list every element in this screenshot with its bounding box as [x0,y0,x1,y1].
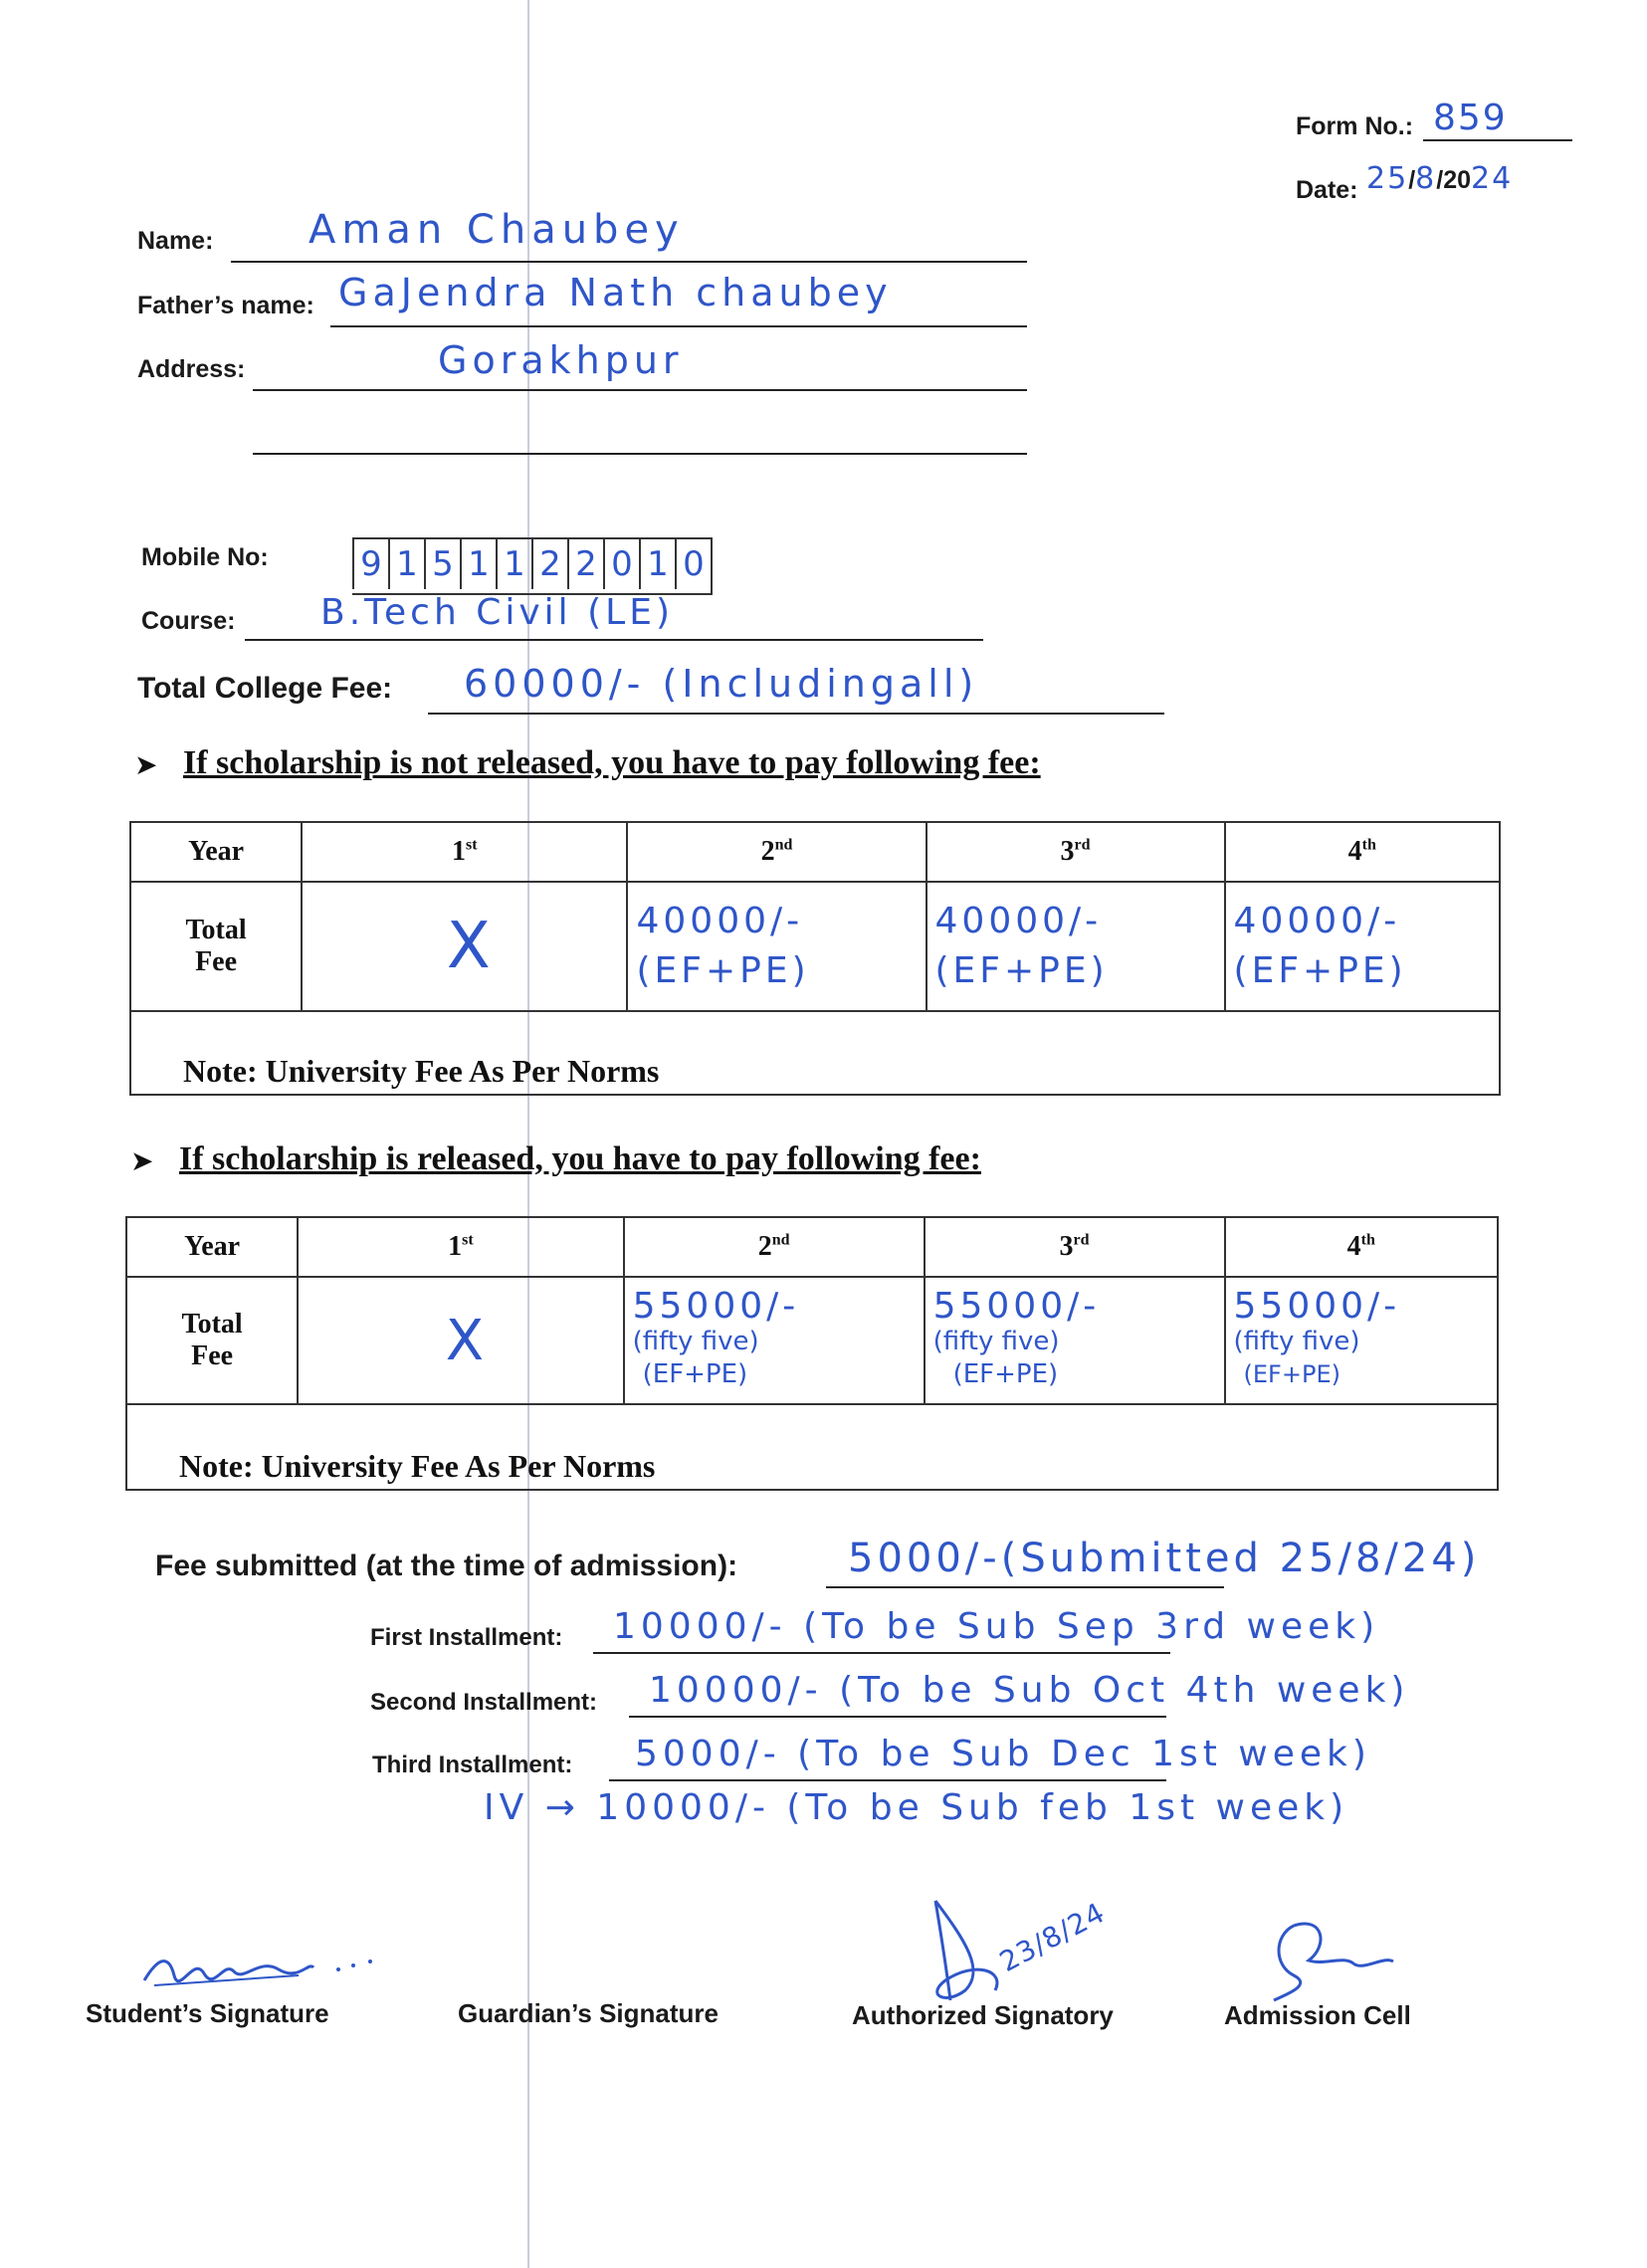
form-no-underline [1423,139,1572,141]
mobile-digit: 1 [460,539,496,589]
fourth-installment-value: IV → 10000/- (To be Sub feb 1st week) [484,1787,1349,1828]
fee-table-scholarship [125,1216,1499,1491]
first-installment-label: First Installment: [370,1624,563,1651]
address-value: Gorakhpur [438,338,684,382]
mobile-digit: 2 [567,539,603,589]
fee-submitted-value: 5000/-(Submitted 25/8/24) [848,1536,1481,1581]
name-underline [231,261,1027,263]
authorized-signature-date: 23/8/24 [993,1895,1111,1979]
university-fee-note: Note: University Fee As Per Norms [126,1404,1498,1490]
year-2-fee: 40000/- (EF+PE) [627,882,926,1011]
year-3-fee: 55000/- (fifty five) (EF+PE) [925,1277,1225,1404]
mobile-digit: 9 [352,539,388,589]
date-year-suffix: 24 [1471,161,1514,196]
year-1-header: 1st [302,822,627,882]
year-4-fee: 55000/- (fifty five) (EF+PE) [1225,1277,1498,1404]
year-1-fee: X [302,882,627,1011]
total-fee-value: 60000/- (Includingall) [464,662,979,706]
father-name-value: GaJendra Nath chaubey [338,271,893,314]
section1-heading: If scholarship is not released, you have to pay following fee: [183,744,1041,781]
third-installment-label: Third Installment: [372,1752,573,1778]
course-label: Course: [141,607,236,635]
mobile-boxes [352,537,713,595]
mobile-digit: 1 [496,539,531,589]
year-3-header: 3rd [926,822,1225,882]
second-installment-value: 10000/- (To be Sub Oct 4th week) [649,1670,1410,1711]
year-4-header: 4th [1225,822,1500,882]
first-installment-value: 10000/- (To be Sub Sep 3rd week) [613,1606,1380,1647]
university-fee-note: Note: University Fee As Per Norms [130,1011,1500,1095]
year-3-header: 3rd [925,1217,1225,1277]
mobile-digit: 0 [603,539,639,589]
mobile-digit: 2 [531,539,567,589]
year-2-header: 2nd [627,822,926,882]
mobile-digit: 1 [388,539,424,589]
total-fee-underline [428,713,1164,715]
total-fee-row-label: Total Fee [130,882,302,1011]
first-installment-underline [593,1652,1170,1654]
father-name-underline [330,325,1027,327]
year-4-fee: 40000/- (EF+PE) [1225,882,1500,1011]
student-signature-scribble [139,1936,398,1995]
mobile-digit: 1 [639,539,675,589]
address-underline-1 [253,389,1027,391]
date-day: 25 [1366,161,1409,196]
name-value: Aman Chaubey [309,207,685,253]
year-1-header: 1st [298,1217,623,1277]
fee-submitted-underline [826,1586,1224,1588]
admission-cell-signature-scribble [1254,1906,1413,2005]
guardian-signature-label: Guardian’s Signature [458,1998,719,2028]
date-month: 8 [1415,161,1437,196]
year-header: Year [126,1217,298,1277]
second-installment-underline [629,1716,1166,1718]
third-installment-value: 5000/- (To be Sub Dec 1st week) [635,1734,1371,1774]
course-underline [245,639,983,641]
year-2-fee: 55000/- (fifty five) (EF+PE) [624,1277,925,1404]
arrow-bullet-icon: ➤ [134,749,158,780]
father-name-label: Father’s name: [137,292,314,319]
course-value: B.Tech Civil (LE) [320,592,674,633]
section2-heading: If scholarship is released, you have to pay following fee: [179,1140,981,1177]
admission-cell-label: Admission Cell [1224,2000,1411,2030]
mobile-digit: 0 [675,539,711,589]
arrow-bullet-icon: ➤ [130,1145,154,1176]
year-2-header: 2nd [624,1217,925,1277]
date-label: Date: [1296,176,1358,204]
year-1-fee: X [298,1277,623,1404]
name-label: Name: [137,227,214,255]
address-label: Address: [137,355,246,383]
form-no-label: Form No.: [1296,112,1414,140]
mobile-label: Mobile No: [141,543,269,571]
mobile-digit: 5 [424,539,460,589]
authorized-signatory-label: Authorized Signatory [852,2000,1114,2030]
form-no-value: 859 [1433,98,1508,138]
third-installment-underline [609,1779,1166,1781]
fee-submitted-label: Fee submitted (at the time of admission): [155,1549,738,1582]
address-underline-2 [253,453,1027,455]
student-signature-label: Student’s Signature [86,1998,329,2028]
year-3-fee: 40000/- (EF+PE) [926,882,1225,1011]
fee-table-no-scholarship [129,821,1501,1096]
student-signature [139,1936,398,2000]
total-fee-label: Total College Fee: [137,672,393,705]
admission-cell-signature [1254,1906,1413,2010]
total-fee-row-label: Total Fee [126,1277,298,1404]
second-installment-label: Second Installment: [370,1689,598,1716]
date-field: 25/8/2024 [1366,161,1514,196]
year-4-header: 4th [1225,1217,1498,1277]
year-header: Year [130,822,302,882]
date-year-prefix: 20 [1443,166,1471,194]
